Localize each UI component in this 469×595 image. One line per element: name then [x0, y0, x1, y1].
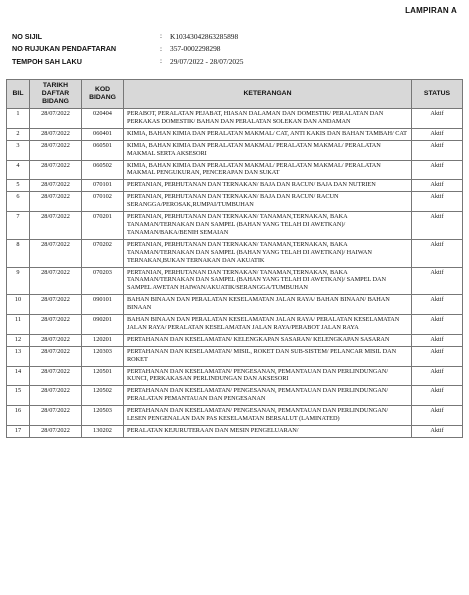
bidang-table [6, 79, 463, 438]
row-status: Aktif [412, 128, 463, 140]
table-row [7, 160, 463, 180]
row-status: Aktif [412, 180, 463, 192]
row-kod: 060401 [82, 128, 124, 140]
row-kod: 120501 [82, 366, 124, 386]
row-keterangan: KIMIA, BAHAN KIMIA DAN PERALATAN MAKMAL/ PERALATAN MAKMAL/ PERALATAN MAKMAL SERTA AKSESORI [124, 140, 412, 160]
row-tarikh: 28/07/2022 [30, 109, 82, 129]
row-status: Aktif [412, 406, 463, 426]
row-status: Aktif [412, 140, 463, 160]
row-kod: 120503 [82, 406, 124, 426]
table-row [7, 406, 463, 426]
row-tarikh: 28/07/2022 [30, 315, 82, 335]
row-keterangan: PERTANIAN, PERHUTANAN DAN TERNAKAN/ TANAMAN,TERNAKAN, BAKA TANAMAN/TERNAKAN DAN SAMPEL (BAHAN YANG TELAH DI AWETKAN)/ SAMPEL DAN SAMPEL AWETAN HAIWAN/AKUATIK/SERANGGA/TUMBUHAN [124, 267, 412, 295]
row-tarikh: 28/07/2022 [30, 334, 82, 346]
row-keterangan: PERTANIAN, PERHUTANAN DAN TERNAKAN/ TANAMAN,TERNAKAN, BAKA TANAMAN/TERNAKAN DAN SAMPEL (BAHAN YANG TELAH DI AWETKAN)/ HAIWAN TERNAKAN,BUKAN TERNAKAN DAN AKUATIK [124, 239, 412, 267]
row-status: Aktif [412, 426, 463, 438]
row-bil: 16 [7, 406, 30, 426]
row-keterangan: PERTAHANAN DAN KESELAMATAN/ PENGESANAN, PEMANTAUAN DAN PERLINDUNGAN/ KUNCI, PERKAKASAN PERLINDUNGAN DAN AKSESORI [124, 366, 412, 386]
row-keterangan: PERTANIAN, PERHUTANAN DAN TERNAKAN/ BAJA DAN RACUN/ RACUN SERANGGA/PEROSAK,RUMPAI/TUMBUHAN [124, 192, 412, 212]
row-tarikh: 28/07/2022 [30, 386, 82, 406]
row-keterangan: PERALATAN KEJURUTERAAN DAN MESIN PENGELUARAN/ [124, 426, 412, 438]
row-tarikh: 28/07/2022 [30, 346, 82, 366]
row-status: Aktif [412, 295, 463, 315]
row-keterangan: KIMIA, BAHAN KIMIA DAN PERALATAN MAKMAL/ CAT, ANTI KAKIS DAN BAHAN TAMBAH/ CAT [124, 128, 412, 140]
row-status: Aktif [412, 160, 463, 180]
row-bil: 14 [7, 366, 30, 386]
table-header-row [7, 80, 463, 109]
row-kod: 020404 [82, 109, 124, 129]
row-status: Aktif [412, 366, 463, 386]
row-keterangan: PERTAHANAN DAN KESELAMATAN/ PENGESANAN, PEMANTAUAN DAN PERLINDUNGAN/ PERALATAN PEMANTAUAN DAN PENGESANAN [124, 386, 412, 406]
table-row [7, 366, 463, 386]
col-header-kod: KOD BIDANG [82, 80, 124, 109]
row-bil: 11 [7, 315, 30, 335]
meta-row-tempoh [12, 55, 244, 68]
row-bil: 17 [7, 426, 30, 438]
row-status: Aktif [412, 192, 463, 212]
col-header-status: STATUS [412, 80, 463, 109]
row-kod: 120303 [82, 346, 124, 366]
table-row [7, 267, 463, 295]
row-kod: 060501 [82, 140, 124, 160]
meta-label: TEMPOH SAH LAKU [12, 56, 82, 66]
row-status: Aktif [412, 109, 463, 129]
meta-label: NO SIJIL [12, 31, 42, 41]
row-status: Aktif [412, 267, 463, 295]
row-keterangan: PERTANIAN, PERHUTANAN DAN TERNAKAN/ TANAMAN,TERNAKAN, BAKA TANAMAN/TERNAKAN DAN SAMPEL (BAHAN YANG TELAH DI AWETKAN)/ TANAMAN/BAKA/BENIH SEMAIAN [124, 212, 412, 240]
row-bil: 9 [7, 267, 30, 295]
registration-reference: 357-0002298298 [170, 44, 221, 54]
certificate-number: K10343042863285898 [170, 31, 239, 41]
table-row [7, 109, 463, 129]
col-header-bil: BIL [7, 80, 30, 109]
row-tarikh: 28/07/2022 [30, 426, 82, 438]
row-tarikh: 28/07/2022 [30, 180, 82, 192]
row-status: Aktif [412, 346, 463, 366]
row-bil: 13 [7, 346, 30, 366]
table-row [7, 346, 463, 366]
table-body [7, 109, 463, 438]
row-status: Aktif [412, 239, 463, 267]
row-status: Aktif [412, 315, 463, 335]
row-keterangan: PERABOT, PERALATAN PEJABAT, HIASAN DALAMAN DAN DOMESTIK/ PERALATAN DAN PERKAKAS DOMESTIK/ BAHAN DAN PERALATAN SOLEKAN DAN ANDAMAN [124, 109, 412, 129]
row-bil: 1 [7, 109, 30, 129]
row-tarikh: 28/07/2022 [30, 295, 82, 315]
meta-label: NO RUJUKAN PENDAFTARAN [12, 44, 117, 54]
row-tarikh: 28/07/2022 [30, 160, 82, 180]
meta-colon: : [160, 32, 162, 41]
table-row [7, 212, 463, 240]
row-status: Aktif [412, 212, 463, 240]
row-kod: 070201 [82, 212, 124, 240]
table-row [7, 180, 463, 192]
row-kod: 120201 [82, 334, 124, 346]
col-header-tarikh: TARIKH DAFTAR BIDANG [30, 80, 82, 109]
certificate-info [12, 30, 244, 68]
row-tarikh: 28/07/2022 [30, 212, 82, 240]
table-row [7, 315, 463, 335]
row-keterangan: BAHAN BINAAN DAN PERALATAN KESELAMATAN JALAN RAYA/ PERALATAN KESELAMATAN JALAN RAYA/ PERALATAN KESELAMATAN JALAN RAYA/PERABOT JALAN RAYA [124, 315, 412, 335]
lampiran-label: LAMPIRAN A [405, 6, 457, 15]
row-bil: 4 [7, 160, 30, 180]
row-keterangan: PERTAHANAN DAN KESELAMATAN/ KELENGKAPAN SASARAN/ KELENGKAPAN SASARAN [124, 334, 412, 346]
row-kod: 090101 [82, 295, 124, 315]
meta-colon: : [160, 44, 162, 53]
row-tarikh: 28/07/2022 [30, 366, 82, 386]
row-tarikh: 28/07/2022 [30, 128, 82, 140]
row-tarikh: 28/07/2022 [30, 267, 82, 295]
row-kod: 070203 [82, 267, 124, 295]
table-row [7, 239, 463, 267]
meta-row-no-sijil [12, 30, 244, 43]
row-bil: 15 [7, 386, 30, 406]
table-row [7, 140, 463, 160]
meta-row-no-rujukan [12, 43, 244, 56]
row-keterangan: PERTAHANAN DAN KESELAMATAN/ MISIL, ROKET DAN SUB-SISTEM/ PELANCAR MISIL DAN ROKET [124, 346, 412, 366]
row-bil: 6 [7, 192, 30, 212]
row-bil: 5 [7, 180, 30, 192]
row-tarikh: 28/07/2022 [30, 239, 82, 267]
row-bil: 7 [7, 212, 30, 240]
row-kod: 060502 [82, 160, 124, 180]
row-kod: 130202 [82, 426, 124, 438]
row-keterangan: PERTANIAN, PERHUTANAN DAN TERNAKAN/ BAJA DAN RACUN/ BAJA DAN NUTRIEN [124, 180, 412, 192]
row-kod: 120502 [82, 386, 124, 406]
row-kod: 070102 [82, 192, 124, 212]
table-row [7, 128, 463, 140]
row-kod: 070101 [82, 180, 124, 192]
row-bil: 3 [7, 140, 30, 160]
row-status: Aktif [412, 334, 463, 346]
row-bil: 8 [7, 239, 30, 267]
meta-colon: : [160, 57, 162, 66]
table-row [7, 295, 463, 315]
table-row [7, 386, 463, 406]
row-bil: 12 [7, 334, 30, 346]
row-tarikh: 28/07/2022 [30, 406, 82, 426]
row-kod: 070202 [82, 239, 124, 267]
row-keterangan: BAHAN BINAAN DAN PERALATAN KESELAMATAN JALAN RAYA/ BAHAN BINAAN/ BAHAN BINAAN [124, 295, 412, 315]
row-keterangan: PERTAHANAN DAN KESELAMATAN/ PENGESANAN, PEMANTAUAN DAN PERLINDUNGAN/ LESEN PENGENALAN DAN PAS KESELAMATAN BERSALUT (LAMINATED) [124, 406, 412, 426]
row-keterangan: KIMIA, BAHAN KIMIA DAN PERALATAN MAKMAL/ PERALATAN MAKMAL/ PERALATAN MAKMAL PENGUKURAN, PENCERAPAN DAN SUKAT [124, 160, 412, 180]
row-tarikh: 28/07/2022 [30, 140, 82, 160]
row-bil: 2 [7, 128, 30, 140]
row-tarikh: 28/07/2022 [30, 192, 82, 212]
validity-period: 29/07/2022 - 28/07/2025 [170, 56, 244, 66]
col-header-keterangan: KETERANGAN [124, 80, 412, 109]
row-bil: 10 [7, 295, 30, 315]
table-row [7, 334, 463, 346]
table-row [7, 426, 463, 438]
table-row [7, 192, 463, 212]
row-status: Aktif [412, 386, 463, 406]
row-kod: 090201 [82, 315, 124, 335]
